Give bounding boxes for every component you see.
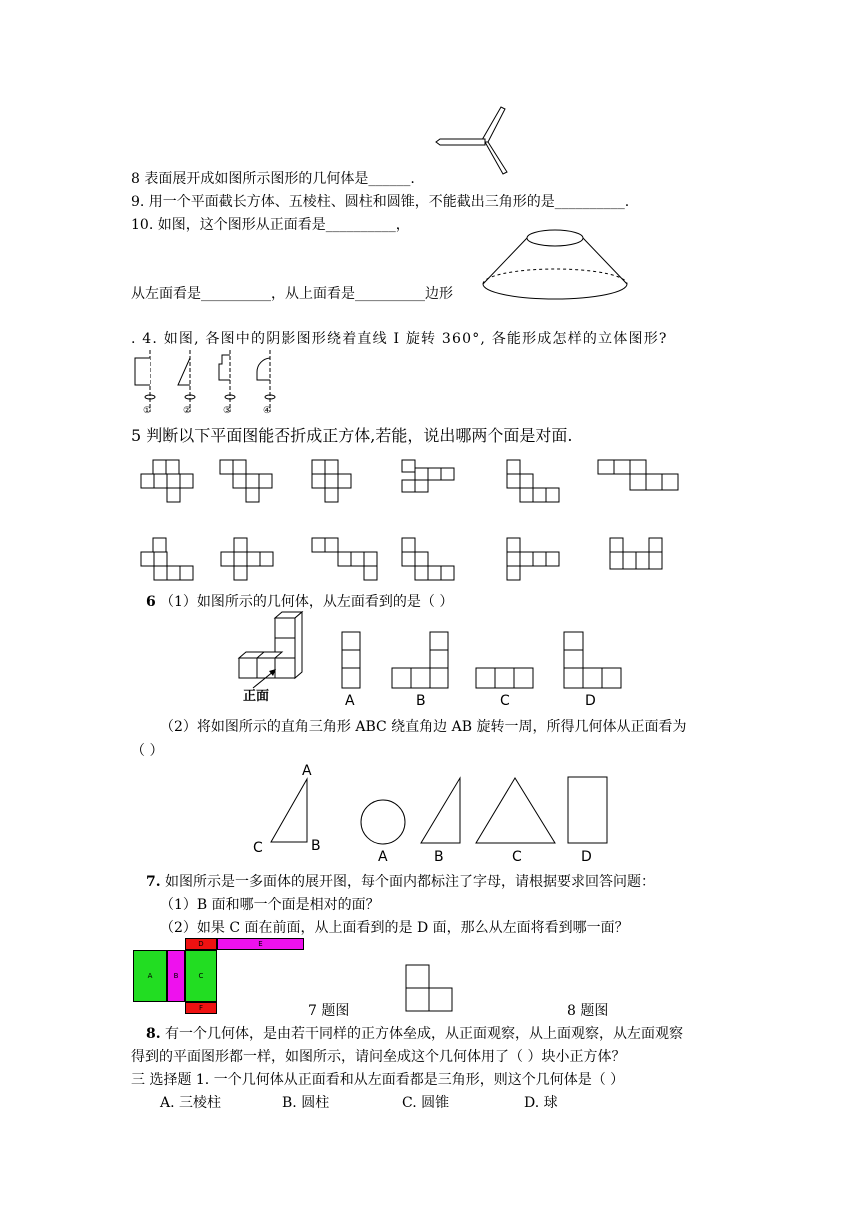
net-label-e: E — [258, 940, 263, 948]
question-7-part2: （2）如果 C 面在前面，从上面看到的是 D 面，那么从左面将看到哪一面？ — [160, 920, 629, 936]
q6-2-option-a: A — [378, 849, 388, 865]
question-10-line2: 从左面看是__________，从上面看是__________边形 — [131, 286, 453, 302]
question-8-line1: 有一个几何体，是由若干同样的正方体垒成，从正面观察，从上面观察，从左面观察 — [165, 1026, 683, 1042]
rotation-label-3: ③ — [223, 406, 232, 416]
net-label-f: F — [198, 1004, 204, 1012]
net-label-c: C — [198, 972, 204, 980]
question-5: 5 判断以下平面图能否折成正方体,若能，说出哪两个面是对面. — [131, 426, 573, 445]
q6-option-a: A — [345, 693, 355, 709]
q6-options — [338, 632, 628, 692]
question-6-part1: （1）如图所示的几何体，从左面看到的是（ ） — [160, 594, 454, 610]
q6-option-d: D — [585, 693, 596, 709]
question-10-line1: 10. 如图，这个图形从正面看是__________， — [131, 217, 410, 233]
choice-a: A. 三棱柱 — [160, 1095, 222, 1111]
frustum-figure — [480, 228, 630, 302]
rotation-label-1: ① — [143, 406, 152, 416]
question-7: 如图所示是一多面体的展开图，每个面内都标注了字母，请根据要求回答问题： — [165, 874, 655, 890]
question-7-part1: （1）B 面和哪一个面是相对的面？ — [160, 897, 380, 913]
tri-label-c: C — [253, 840, 263, 856]
q6-option-b: B — [416, 693, 426, 709]
q6-2-option-d: D — [581, 849, 592, 865]
net-face-b — [167, 950, 185, 1002]
cube-nets — [140, 455, 685, 585]
choice-d: D. 球 — [524, 1095, 558, 1111]
choice-c: C. 圆锥 — [402, 1095, 450, 1111]
front-arrow — [250, 668, 280, 690]
net-face-d — [185, 938, 217, 950]
choice-b: B. 圆柱 — [282, 1095, 330, 1111]
q6-option-c: C — [500, 693, 510, 709]
rotation-shapes — [130, 350, 280, 420]
net-face-f — [185, 1002, 217, 1014]
question-8-fill: 8 表面展开成如图所示图形的几何体是______. — [131, 171, 415, 187]
q6-2-option-b: B — [434, 849, 444, 865]
question-6-number: 6 — [146, 594, 156, 610]
q6-2-options — [358, 775, 610, 845]
question-7-number: 7. — [146, 874, 161, 890]
section-3-q1: 三 选择题 1. 一个几何体从正面看和从左面看都是三角形，则这个几何体是（ ） — [131, 1072, 625, 1088]
question-9: 9. 用一个平面截长方体、五棱柱、圆柱和圆锥，不能截出三角形的是__________. — [131, 194, 630, 210]
propeller-figure — [435, 104, 515, 180]
net-face-a — [133, 950, 167, 1002]
question-6-part2-line2: （ ） — [131, 743, 164, 759]
net-face-e — [217, 938, 304, 950]
question-6-part2-line1: （2）将如图所示的直角三角形 ABC 绕直角边 AB 旋转一周，所得几何体从正面看为 — [160, 719, 687, 735]
figure-7-caption: 7 题图 — [308, 1003, 350, 1019]
question-8-line2: 得到的平面图形都一样，如图所示，请问垒成这个几何体用了（ ）块小正方体？ — [131, 1049, 626, 1065]
right-triangle-abc — [266, 778, 312, 844]
question-8-number: 8. — [146, 1026, 161, 1042]
tri-label-b: B — [311, 838, 321, 854]
tri-label-a: A — [302, 763, 312, 779]
front-label: 正面 — [243, 689, 270, 704]
rotation-label-4: ④ — [263, 406, 272, 416]
fig8-view — [405, 964, 455, 1012]
q6-2-option-c: C — [512, 849, 522, 865]
question-4: . 4. 如图, 各图中的阴影图形绕着直线 I 旋转 360°, 各能形成怎样的立体图形? — [131, 331, 668, 347]
net-label-b: B — [173, 972, 179, 980]
net-face-c — [185, 950, 217, 1002]
rotation-label-2: ② — [183, 406, 192, 416]
figure-8-caption: 8 题图 — [567, 1003, 609, 1019]
net-label-a: A — [147, 972, 153, 980]
net-label-d: D — [198, 940, 204, 948]
